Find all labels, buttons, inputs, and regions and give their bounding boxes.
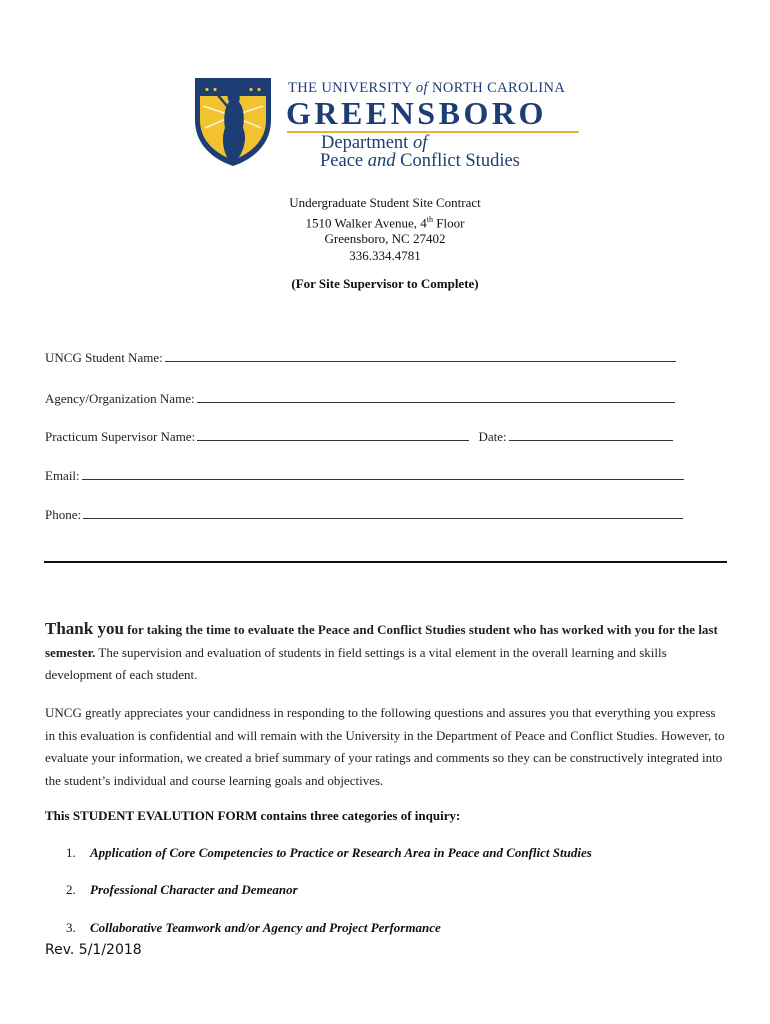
contract-header [0,195,770,264]
date-label: Date: [478,429,507,444]
student-name-label: UNCG Student Name: [45,350,163,365]
list-item: 1. Application of Core Competencies to Practice or Research Area in Peace and Conflict Studies [66,845,592,860]
agency-name-input[interactable] [197,391,675,403]
university-name: THE UNIVERSITY of NORTH CAROLINA [288,80,566,96]
supervisor-name-label: Practicum Supervisor Name: [45,429,196,444]
supervisor-name-input[interactable] [197,429,469,441]
campus-name: GREENSBORO [286,95,547,131]
student-name-field[interactable] [45,350,676,366]
categories-title: This STUDENT EVALUTION FORM contains three categories of inquiry: [45,808,461,823]
list-item: 3. Collaborative Teamwork and/or Agency and Project Performance [66,920,441,935]
email-label: Email: [45,468,80,483]
thank-you-lead: Thank you [45,619,124,638]
section-divider [44,561,727,563]
student-name-input[interactable] [165,350,676,362]
revision-date: Rev. 5/1/2018 [45,942,142,958]
city-line: Greensboro, NC 27402 [324,231,446,247]
document-title: Undergraduate Student Site Contract [289,195,481,210]
confidentiality-paragraph: UNCG greatly appreciates your candidness in responding to the following questions and assures you that everything you express in this evaluation is confidential and will remain with the University in the Department of Peace and Conflict Studies. However, to evaluate your information, we created a brief summary of your ratings and comments so they can be constructively integrated into the student’s individual and course learning goals and objectives. [45,705,725,788]
list-item: 2. Professional Character and Demeanor [66,882,298,897]
phone-label: Phone: [45,507,82,522]
street-address: 1510 Walker Avenue, 4th Floor [305,214,465,230]
phone-field[interactable] [45,507,683,523]
agency-name-field[interactable] [45,391,675,407]
email-input[interactable] [82,468,684,480]
minerva-shield-icon [193,76,273,168]
agency-name-label: Agency/Organization Name: [45,391,195,406]
department-line-2: Peace and Conflict Studies [320,151,520,171]
department-line-1: Department of [321,133,428,153]
email-field[interactable] [45,468,684,484]
phone-input[interactable] [83,507,683,519]
thank-you-paragraph: Thank you for taking the time to evaluate the Peace and Conflict Studies student who has worked with you for the last semester. The supervision and evaluation of students in field settings is a vital element in the overall learning and skills development of each student. [45,619,718,682]
instructions-note: (For Site Supervisor to Complete) [291,276,479,291]
university-logo [193,76,593,176]
supervisor-name-field[interactable] [45,429,673,445]
phone-line: 336.334.4781 [349,247,421,263]
date-input[interactable] [509,429,673,441]
